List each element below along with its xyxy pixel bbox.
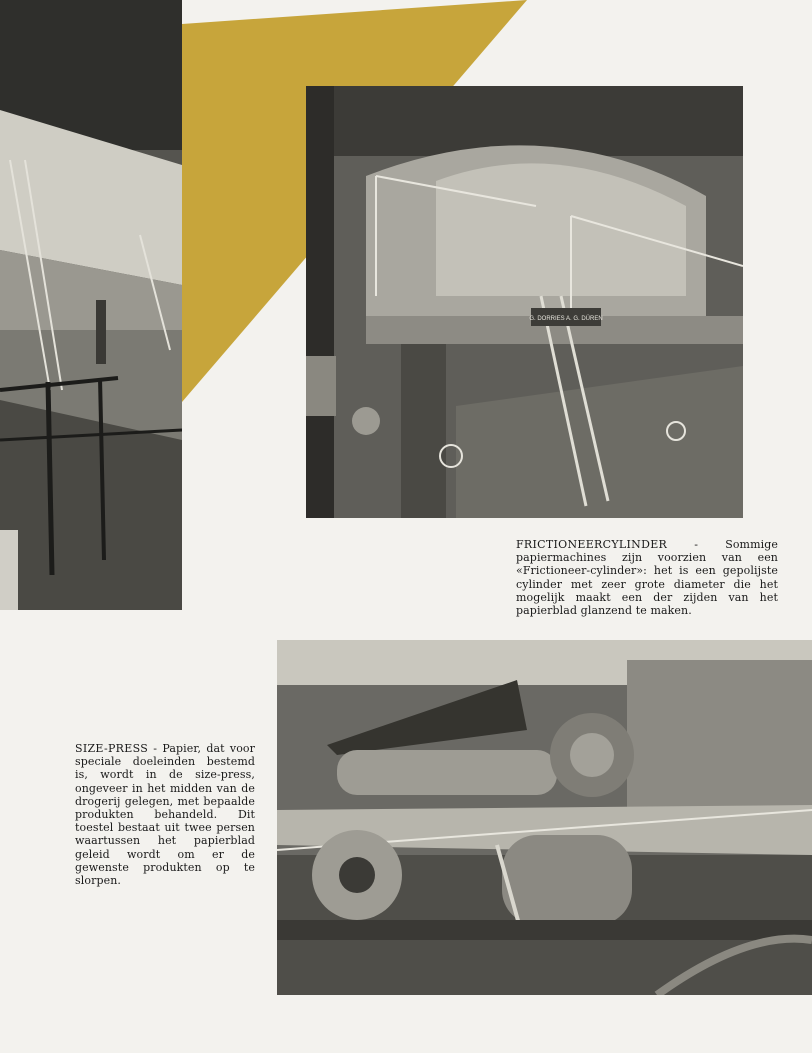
photo-frictioneer-cylinder — [306, 86, 743, 518]
cylinder-nameplate: G. DORRIES A. G. DÜREN — [529, 316, 603, 322]
caption-frictioneercylinder — [516, 538, 778, 617]
caption-frictioneercylinder-title: FRICTIONEERCYLINDER — [516, 538, 668, 551]
caption-size-press — [75, 742, 255, 887]
photo-machine-hall — [0, 0, 182, 610]
caption-size-press-title: SIZE-PRESS — [75, 742, 149, 755]
caption-frictioneercylinder-body: - Sommige papiermachines zijn voorzien van een «Frictioneer-cylinder»: het is een gepolijste cylinder met zeer grote diameter die het mogelijk maakt een der zijden van het papierblad glanzend te maken. — [516, 538, 778, 618]
photo-size-press — [277, 640, 812, 995]
caption-size-press-body: - Papier, dat voor speciale doeleinden bestemd is, wordt in de size-press, ongeveer in het midden van de drogerij gelegen, met bepaalde produkten behandeld. Dit toestel bestaat uit twee persen waartussen het papierblad geleid wordt om er de gewenste produkten op te slorpen. — [75, 742, 255, 888]
